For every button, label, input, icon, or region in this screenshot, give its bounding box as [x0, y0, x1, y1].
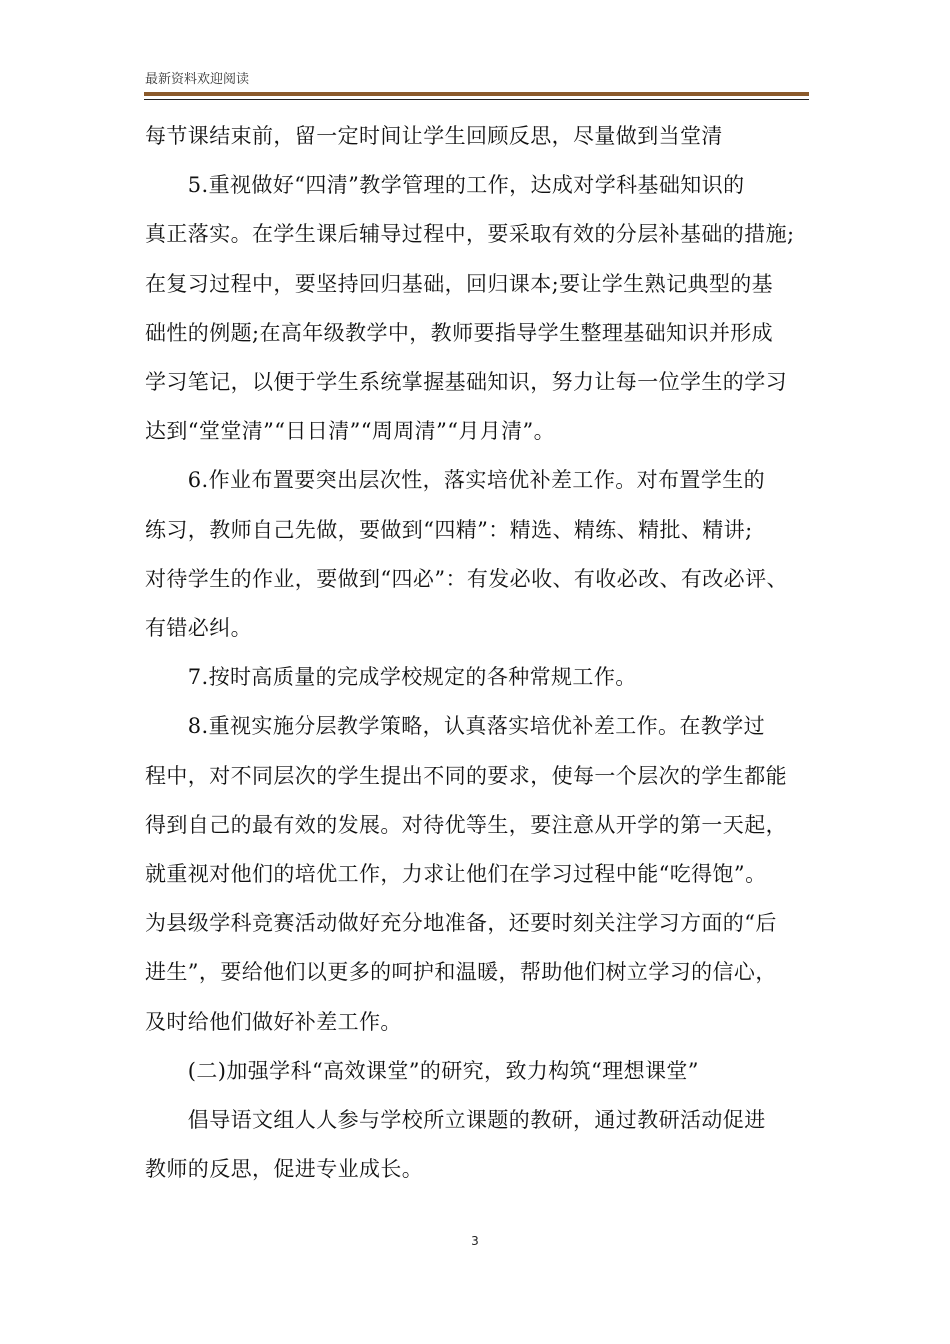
- text-line: 进生”，要给他们以更多的呵护和温暖，帮助他们树立学习的信心，: [145, 960, 777, 985]
- paragraph-item-5: [145, 161, 809, 456]
- text-line: 教师的反思，促进专业成长。: [145, 1157, 424, 1182]
- text-line: 有错必纠。: [145, 616, 252, 641]
- text-line: (二)加强学科“高效课堂”的研究，致力构筑“理想课堂”: [145, 1058, 699, 1083]
- text-line: 程中，对不同层次的学生提出不同的要求，使每一个层次的学生都能: [145, 763, 787, 788]
- text-line: 6.作业布置要突出层次性，落实培优补差工作。对布置学生的: [145, 468, 766, 493]
- text-line: 7.按时高质量的完成学校规定的各种常规工作。: [145, 665, 637, 690]
- text-line: 础性的例题;在高年级教学中，教师要指导学生整理基础知识并形成: [145, 320, 774, 345]
- text-line: 在复习过程中，要坚持回归基础，回归课本;要让学生熟记典型的基: [145, 271, 774, 296]
- text-line: 及时给他们做好补差工作。: [145, 1009, 402, 1034]
- page-number: 3: [471, 1234, 479, 1248]
- text-line: 每节课结束前，留一定时间让学生回顾反思，尽量做到当堂清: [145, 124, 723, 148]
- text-line: 8.重视实施分层教学策略，认真落实培优补差工作。在教学过: [145, 714, 766, 739]
- text-line: 达到“堂堂清”“日日清”“周周清”“月月清”。: [145, 419, 556, 444]
- paragraph-item-7: [145, 653, 809, 702]
- text-line: 练习，教师自己先做，要做到“四精”：精选、精练、精批、精讲;: [145, 517, 753, 542]
- paragraph-item-6: [145, 456, 809, 653]
- header-rule-thin: [144, 99, 809, 100]
- text-line: 就重视对他们的培优工作，力求让他们在学习过程中能“吃得饱”。: [145, 862, 767, 887]
- paragraph-continuation: [145, 112, 809, 161]
- text-line: 5.重视做好“四清”教学管理的工作，达成对学科基础知识的: [145, 173, 745, 198]
- paragraph-item-8: [145, 702, 809, 1046]
- header-rule-thick: [144, 92, 809, 96]
- text-line: 学习笔记，以便于学生系统掌握基础知识，努力让每一位学生的学习: [145, 370, 787, 395]
- text-line: 对待学生的作业，要做到“四必”：有发必收、有收必改、有改必评、: [145, 566, 788, 591]
- section-heading: [145, 1047, 809, 1096]
- paragraph-section-body: [145, 1096, 809, 1194]
- text-line: 倡导语文组人人参与学校所立课题的教研，通过教研活动促进: [145, 1108, 766, 1133]
- document-body: [145, 112, 809, 1194]
- text-line: 为县级学科竞赛活动做好充分地准备，还要时刻关注学习方面的“后: [145, 911, 777, 936]
- header-text: 最新资料欢迎阅读: [145, 72, 250, 87]
- text-line: 得到自己的最有效的发展。对待优等生，要注意从开学的第一天起，: [145, 812, 787, 837]
- text-line: 真正落实。在学生课后辅导过程中，要采取有效的分层补基础的措施;: [145, 222, 795, 247]
- page-header: [144, 70, 809, 110]
